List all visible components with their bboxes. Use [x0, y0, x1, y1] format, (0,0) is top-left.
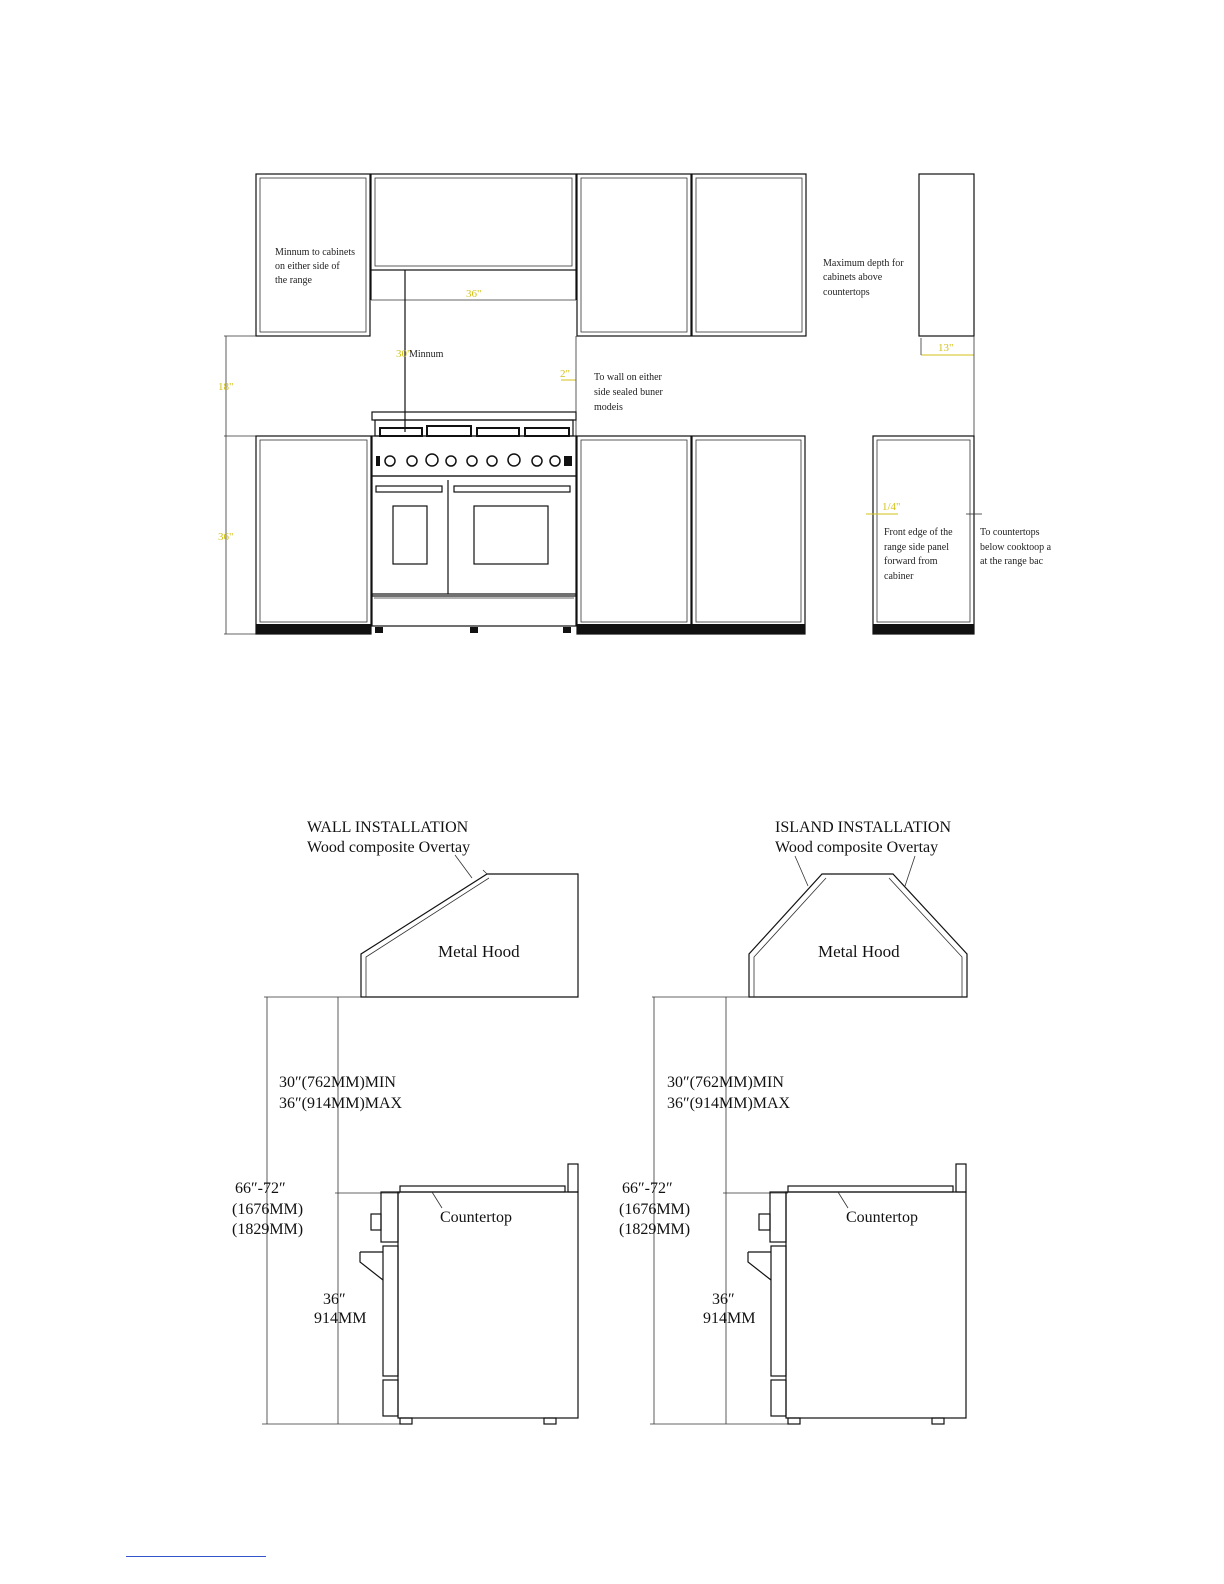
- side-upper-cabinet: [919, 174, 974, 355]
- wall-dim-clearance: 30″(762MM)MIN 36″(914MM)MAX: [279, 1074, 403, 1112]
- dim-wall-gap: 2": [560, 368, 570, 380]
- island-countertop-label: Countertop: [846, 1209, 918, 1226]
- island-dim-total: 66″-72″ (1676MM) (1829MM): [619, 1180, 691, 1238]
- note-wall: To wall on either side sealed buner modeis: [594, 372, 663, 413]
- wall-metal-hood: [361, 870, 578, 997]
- note-front-edge: Front edge of the range side panel forward from cabiner: [884, 527, 953, 582]
- left-base-cabinet: [256, 436, 371, 634]
- island-subtitle: Wood composite Overtay: [775, 839, 939, 856]
- wall-dim-total: 66″-72″ (1676MM) (1829MM): [232, 1180, 304, 1238]
- wall-title: WALL INSTALLATION: [307, 819, 469, 836]
- front-elevation: [218, 174, 1054, 634]
- range: [372, 412, 576, 633]
- island-hood-label: Metal Hood: [818, 942, 900, 961]
- wall-subtitle: Wood composite Overtay: [307, 839, 471, 856]
- wall-dim-counter: 36″ 914MM: [314, 1291, 367, 1327]
- hood-cabinet: [371, 174, 576, 300]
- dim-front-edge: 1/4": [882, 501, 901, 513]
- wall-range-side: [360, 1164, 578, 1424]
- right-base-cabinets: [577, 436, 805, 634]
- dim-left-upper: 18": [218, 381, 234, 393]
- dim-clearance-min: 30": [396, 348, 412, 360]
- left-dimensions: [218, 336, 256, 634]
- label-minimum: Minnum: [409, 349, 444, 360]
- dim-upper-depth: 13": [938, 342, 954, 354]
- footer-rule-link[interactable]: [126, 1556, 266, 1557]
- island-title: ISLAND INSTALLATION: [775, 819, 952, 836]
- note-max-depth: Maximum depth for cabinets above countertops: [823, 258, 904, 298]
- island-dim-clearance: 30″(762MM)MIN 36″(914MM)MAX: [667, 1074, 791, 1112]
- wall-countertop-label: Countertop: [440, 1209, 512, 1226]
- wall-hood-label: Metal Hood: [438, 942, 520, 961]
- island-metal-hood: [749, 874, 967, 997]
- note-min-cabinets: Minnum to cabinets on either side of the range: [275, 247, 355, 286]
- island-dim-counter: 36″ 914MM: [703, 1291, 756, 1327]
- wall-installation: [232, 819, 578, 1424]
- right-upper-cabinets: [577, 174, 806, 336]
- island-installation: [619, 819, 967, 1424]
- dim-hood-width: 36": [466, 288, 482, 300]
- note-countertops: To countertops below cooktoop a at the range bac: [980, 527, 1052, 567]
- island-range-side: [748, 1164, 966, 1424]
- dim-left-lower: 36": [218, 531, 234, 543]
